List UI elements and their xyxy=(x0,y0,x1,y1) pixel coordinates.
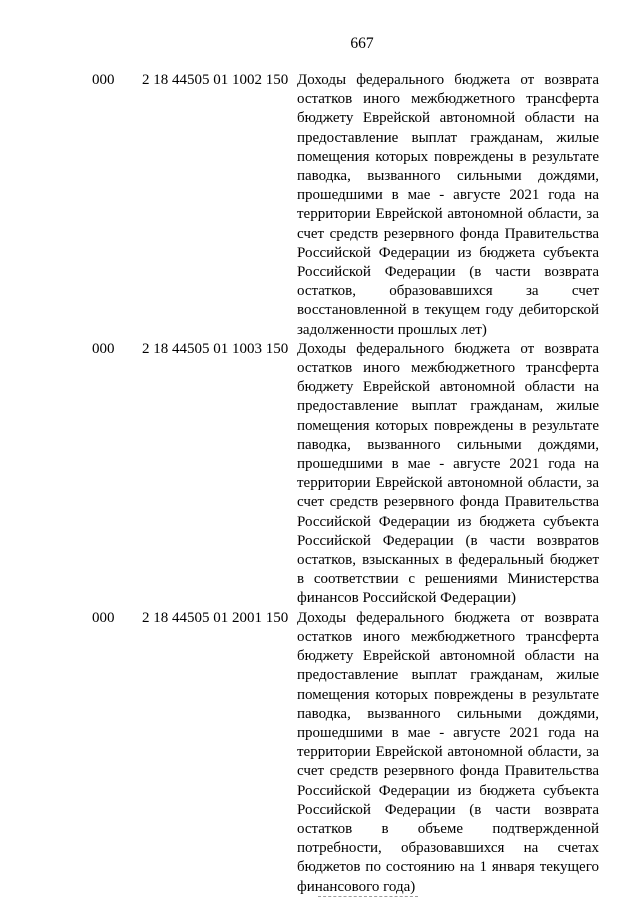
income-codes-table xyxy=(0,71,640,897)
income-code-cell: 2 18 44505 01 1003 150 xyxy=(142,340,289,357)
admin-code-cell: 000 xyxy=(92,340,115,357)
income-code-cell: 2 18 44505 01 2001 150 xyxy=(142,609,289,626)
table-row xyxy=(0,71,640,340)
admin-code-cell: 000 xyxy=(92,72,115,88)
description-cell: Доходы федерального бюджета от возврата остатков иного межбюджетного трансферта бюджету Еврейской автономной области на предоставление выплат гражданам, жилые помещения которых повреждены в результате паводка, вызванного сильными дождями, прошедшими в мае - августе 2021 года на территории Еврейской автономной области, за счет средств резервного фонда Правительства Российской Федерации из бюджета субъекта Российской Федерации (в части возвратов остатков, взысканных в федеральный бюджет в соответствии с решениями Министерства финансов Российской Федерации) xyxy=(297,340,599,607)
admin-code-cell: 000 xyxy=(92,609,115,626)
description-cell: Доходы федерального бюджета от возврата остатков иного межбюджетного трансферта бюджету Еврейской автономной области на предоставление выплат гражданам, жилые помещения которых повреждены в результате паводка, вызванного сильными дождями, прошедшими в мае - августе 2021 года на территории Еврейской автономной области, за счет средств резервного фонда Правительства Российской Федерации из бюджета субъекта Российской Федерации (в части возврата остатков в объеме подтвержденной потребности, образовавшихся на счетах бюджетов по состоянию на 1 января текущего финансового года) xyxy=(297,609,599,895)
table-row xyxy=(0,340,640,609)
page-number: 667 xyxy=(350,35,374,52)
scan-artifact-line xyxy=(318,896,418,899)
description-cell: Доходы федерального бюджета от возврата остатков иного межбюджетного трансферта бюджету Еврейской автономной области на предоставление выплат гражданам, жилые помещения которых повреждены в результате паводка, вызванного сильными дождями, прошедшими в мае - августе 2021 года на территории Еврейской автономной области, за счет средств резервного фонда Правительства Российской Федерации из бюджета субъекта Российской Федерации (в части возврата остатков, образовавшихся за счет восстановленной в текущем году дебиторской задолженности прошлых лет) xyxy=(297,72,599,338)
table-row xyxy=(0,609,640,897)
income-code-cell: 2 18 44505 01 1002 150 xyxy=(142,72,289,88)
